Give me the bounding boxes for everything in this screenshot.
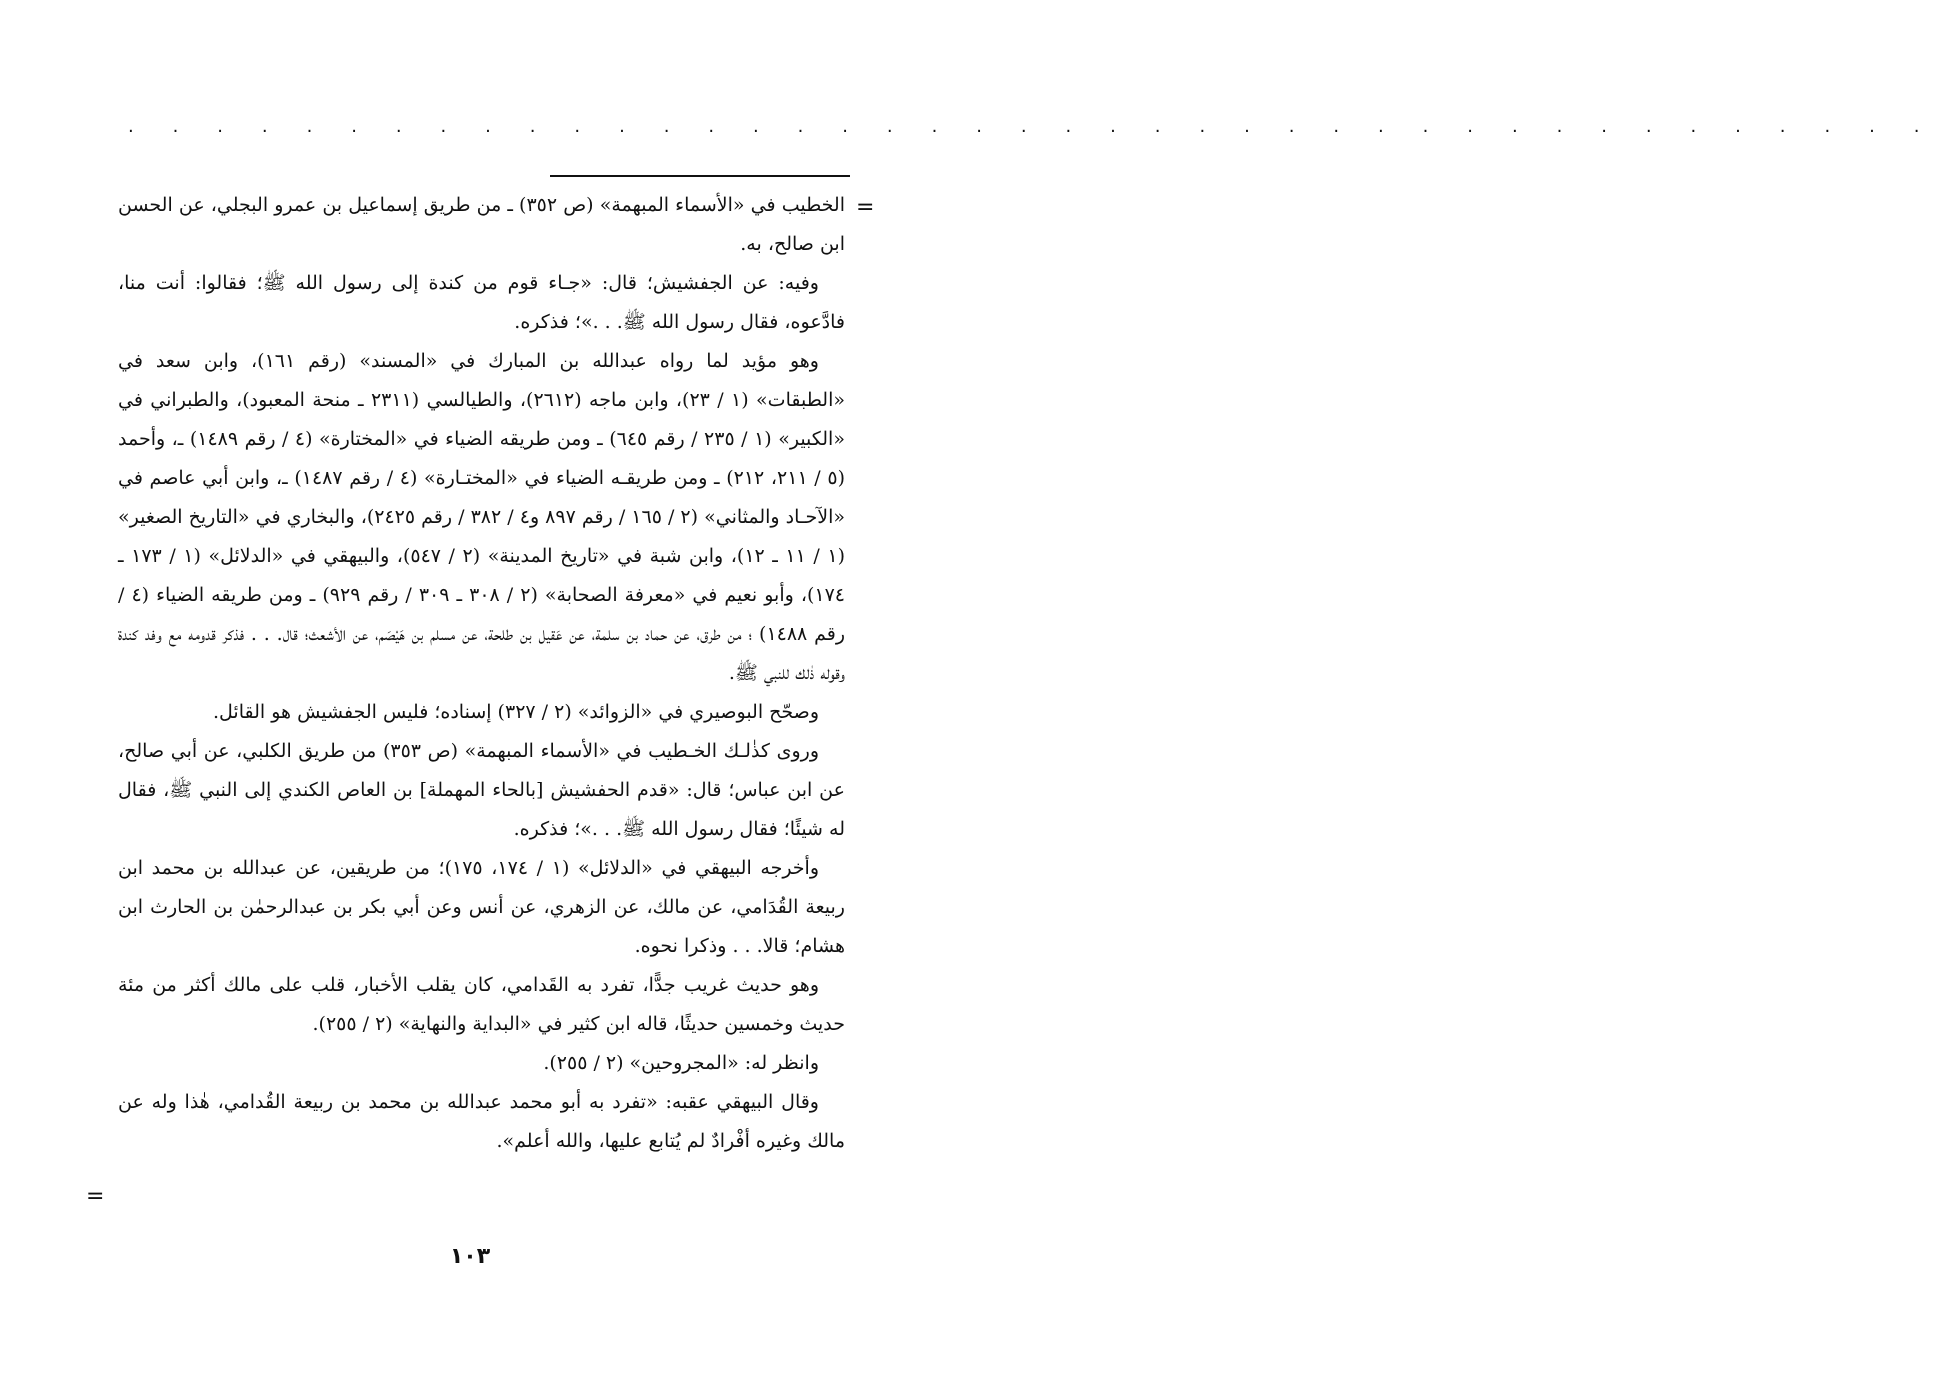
- footnote-paragraph-6: وأخرجه البيهقي في «الدلائل» (١ / ١٧٤، ١٧٥)؛ من طريقين، عن عبدالله بن محمد ابن ربيعة القُدَامي، عن مالك، عن الزهري، عن أنس وعن أبي بكر بن عبدالرحمٰن بن الحارث ابن هشام؛ قالا. . . وذكرا نحوه.: [118, 857, 845, 957]
- footnote-paragraph-5: وروى كذٰلـك الخـطيب في «الأسماء المبهمة» (ص ٣٥٣) من طريق الكلبي، عن أبي صالح، عن ابن عباس؛ قال: «قدم الحفشيش [بالحاء المهملة] بن العاص الكندي إلى النبي ﷺ، فقال له شيئًا؛ فقال رسول الله ﷺ. . .»؛ فذكره.: [118, 740, 845, 840]
- footnote-paragraph-4: وصحّح البوصيري في «الزوائد» (٢ / ٣٢٧) إسناده؛ فليس الجفشيش هو القائل.: [212, 701, 819, 723]
- footnote-paragraph-7: وهو حديث غريب جدًّا، تفرد به القَدامي، كان يقلب الأخبار، قلب على مالك أكثر من مئة حديث وخمسين حديثًا، قاله ابن كثير في «البداية والنهاية» (٢ / ٢٥٥).: [118, 974, 845, 1035]
- dotted-separator: . . . . . . . . . . . . . . . . . . . . . . . . . . . . . . . . . . . . . . . . .: [128, 116, 1936, 137]
- footnote-paragraph-2: وفيه: عن الجفشيش؛ قال: «جـاء قوم من كندة إلى رسول الله ﷺ؛ فقالوا: أنت منا، فادَّعوه، فقال رسول الله ﷺ. . .»؛ فذكره.: [118, 272, 845, 333]
- footnote-paragraph-3: وهو مؤيد لما رواه عبدالله بن المبارك في «المسند» (رقم ١٦١)، وابن سعد في «الطبقات» (١ / ٢٣)، وابن ماجه (٢٦١٢)، والطيالسي (٢٣١١ ـ منحة المعبود)، والطبراني في «الكبير» (١ / ٢٣٥ / رقم ٦٤٥) ـ ومن طريقه الضياء في «المختارة» (٤ / رقم ١٤٨٩) ـ، وأحمد (٥ / ٢١١، ٢١٢) ـ ومن طريقـه الضياء في «المختـارة» (٤ / رقم ١٤٨٧) ـ، وابن أبي عاصم في «الآحـاد والمثاني» (٢ / ١٦٥ / رقم ٨٩٧ و٤ / ٣٨٢ / رقم ٢٤٢٥)، والبخاري في «التاريخ الصغير» (١ / ١١ ـ ١٢)، وابن شبة في «تاريخ المدينة» (٢ / ٥٤٧)، والبيهقي في «الدلائل» (١ / ١٧٣ ـ ١٧٤)، وأبو نعيم في «معرفة الصحابة» (٢ / ٣٠٨ ـ ٣٠٩ / رقم ٩٢٩) ـ ومن طريقه الضياء (٤ / رقم ١٤٨٨) ؛ من طرق، عن حماد بن سلمة، عن عَقيل بن طلحة، عن مسلم بن هَيْصَم، عن الأشعث؛ قال. . . فذكر قدومه مع وفد كندة وقوله ذٰلك للنبي ﷺ.: [118, 350, 846, 684]
- continuation-mark-bottom: =: [86, 1184, 105, 1209]
- continuation-mark-top: =: [856, 195, 875, 220]
- page-number: ١٠٣: [449, 1244, 491, 1269]
- footnote-paragraph-1: الخطيب في «الأسماء المبهمة» (ص ٣٥٢) ـ من طريق إسماعيل بن عمرو البجلي، عن الحسن ابن صالح، به.: [118, 194, 846, 255]
- footnote-text: [118, 186, 845, 1161]
- footnote-rule: [550, 175, 850, 177]
- footnote-paragraph-8: وانظر له: «المجروحين» (٢ / ٢٥٥).: [543, 1052, 819, 1074]
- footnote-paragraph-9: وقال البيهقي عقبه: «تفرد به أبو محمد عبدالله بن محمد بن ربيعة القُدامي، هٰذا وله عن مالك وغيره أفْرادٌ لم يُتابع عليها، والله أعلم».: [118, 1091, 845, 1152]
